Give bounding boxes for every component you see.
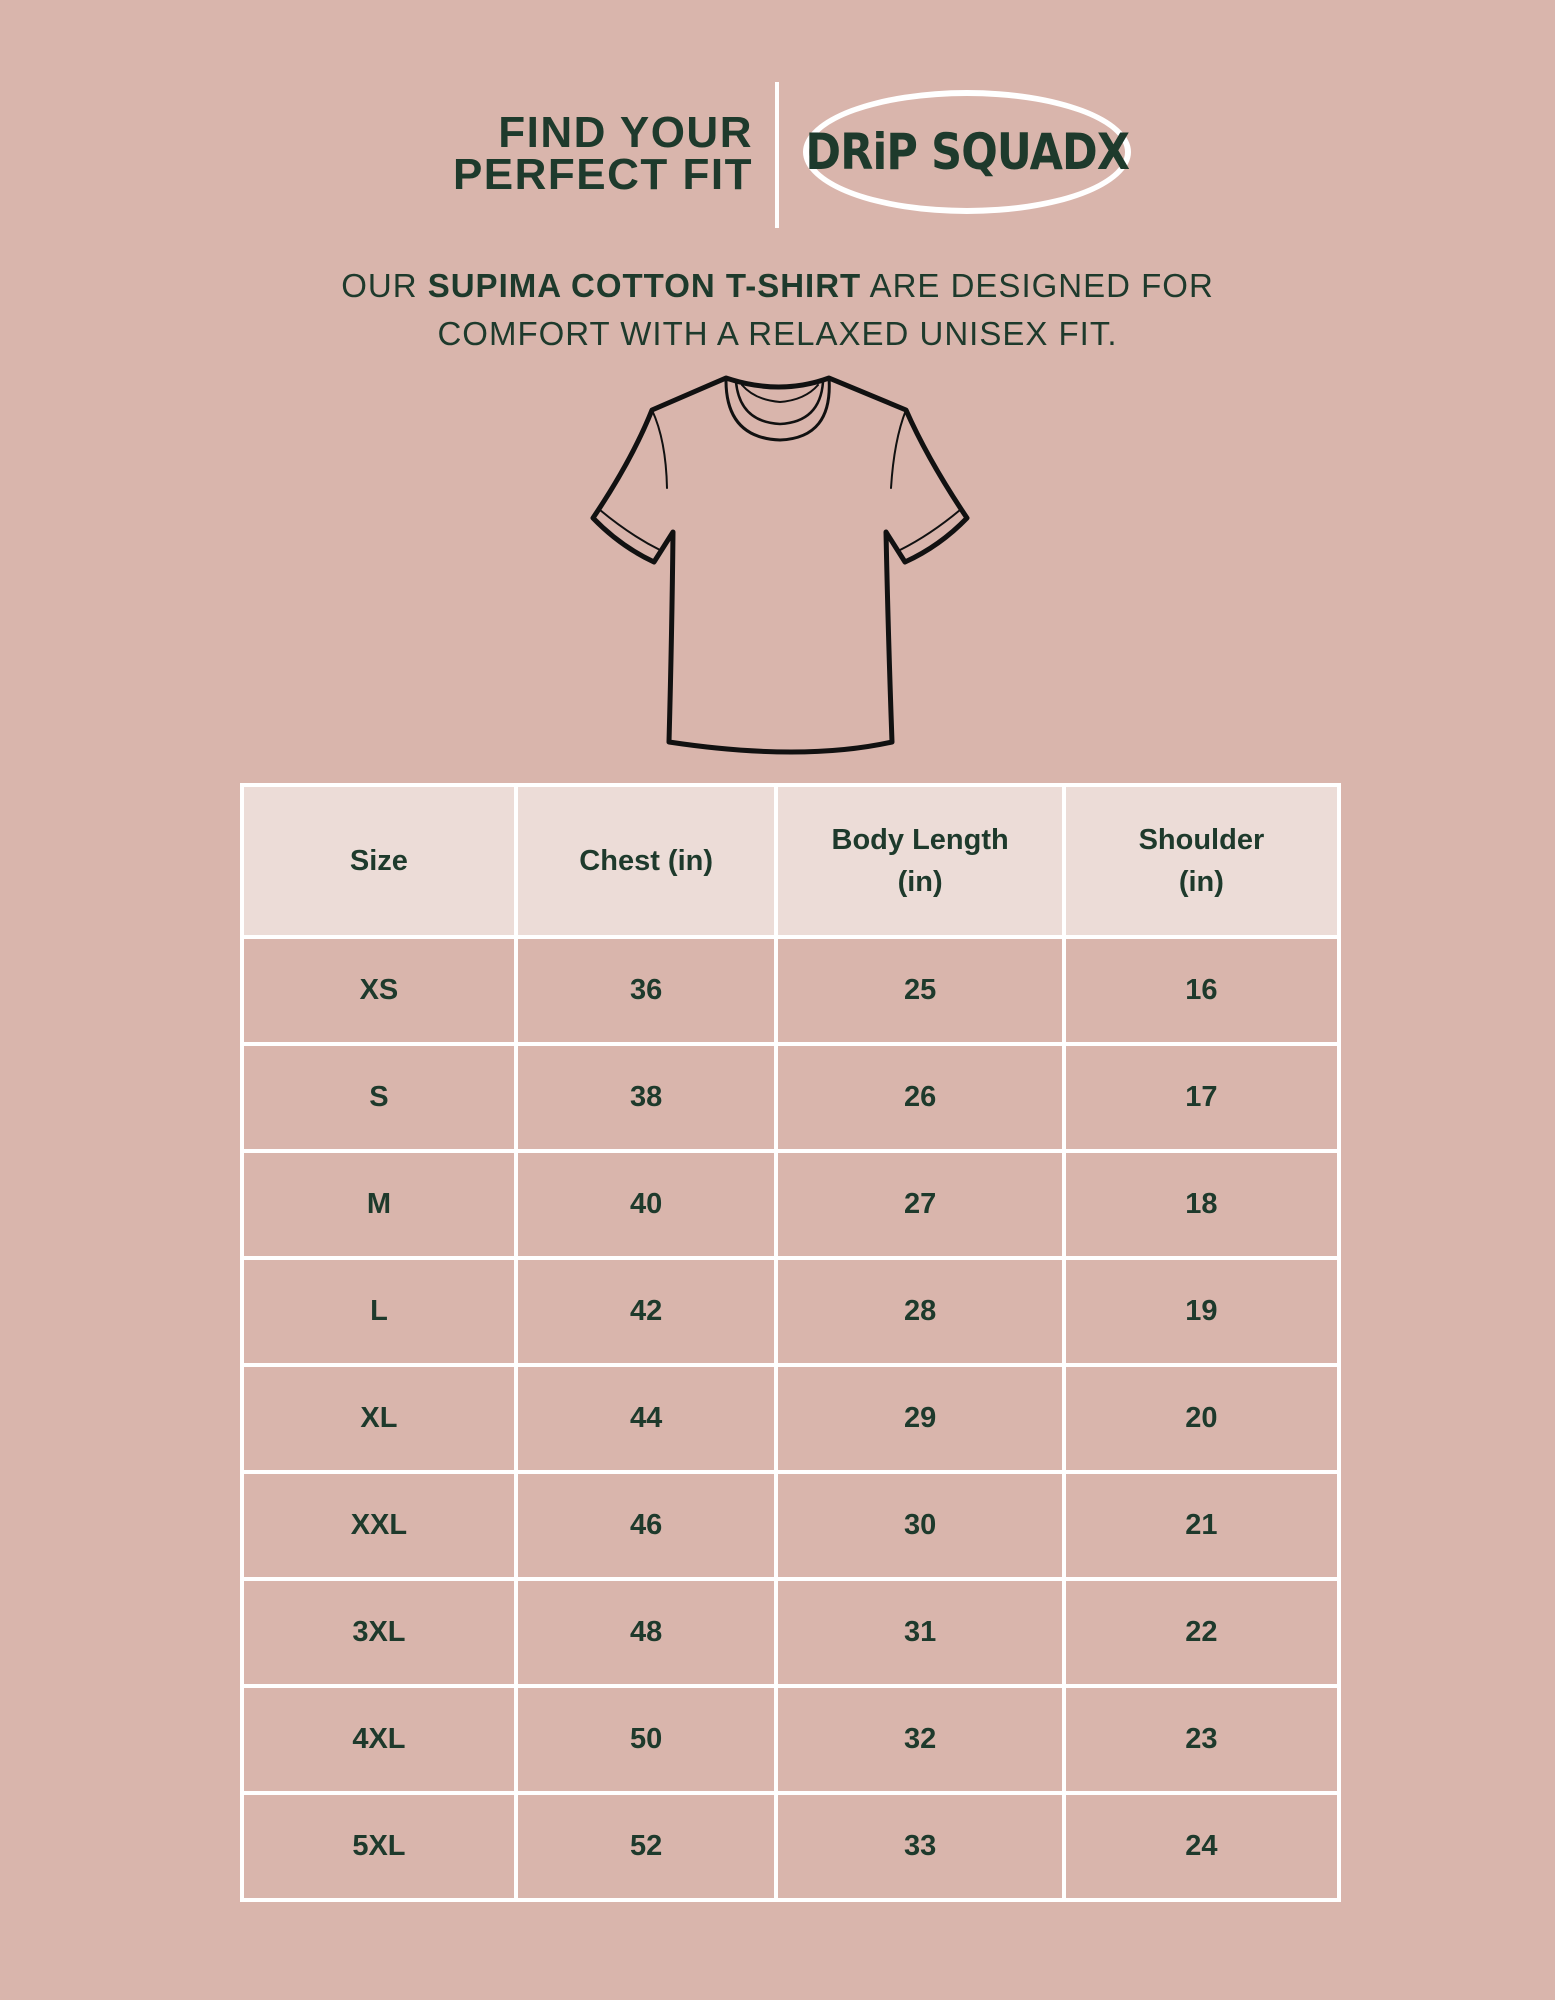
header-chest: Chest (in) (516, 785, 777, 937)
table-row (242, 1793, 1339, 1900)
cell-size: XS (242, 937, 516, 1044)
header-divider (775, 82, 779, 228)
cell-body-length: 26 (776, 1044, 1063, 1151)
tagline (0, 262, 1555, 358)
cell-body-length: 25 (776, 937, 1063, 1044)
cell-size: M (242, 1151, 516, 1258)
tagline-line-1 (0, 262, 1555, 310)
size-chart-table (240, 783, 1341, 1902)
cell-shoulder: 20 (1064, 1365, 1339, 1472)
header-shoulder-line-2: (in) (1178, 866, 1224, 898)
brand-logo (803, 90, 1131, 214)
header-size: Size (242, 785, 516, 937)
headline-line-2: PERFECT FIT (452, 150, 753, 199)
cell-body-length: 27 (776, 1151, 1063, 1258)
cell-shoulder: 18 (1064, 1151, 1339, 1258)
cell-chest: 50 (516, 1686, 777, 1793)
cell-size: 3XL (242, 1579, 516, 1686)
cell-shoulder: 19 (1064, 1258, 1339, 1365)
table-row (242, 1258, 1339, 1365)
header-body-length (776, 785, 1063, 937)
cell-body-length: 33 (776, 1793, 1063, 1900)
header (0, 82, 1555, 228)
table-row (242, 1686, 1339, 1793)
header-body-length-line-2: (in) (897, 866, 943, 898)
cell-chest: 46 (516, 1472, 777, 1579)
cell-size: L (242, 1258, 516, 1365)
headline (452, 108, 753, 199)
cell-body-length: 31 (776, 1579, 1063, 1686)
tshirt-outline-icon (580, 370, 980, 770)
cell-shoulder: 17 (1064, 1044, 1339, 1151)
table-row (242, 937, 1339, 1044)
cell-size: 5XL (242, 1793, 516, 1900)
cell-chest: 36 (516, 937, 777, 1044)
table-row (242, 1151, 1339, 1258)
table-row (242, 1044, 1339, 1151)
cell-chest: 40 (516, 1151, 777, 1258)
brand-name: DRiP SQUADX (805, 123, 1129, 181)
header-shoulder-line-1: Shoulder (1138, 824, 1265, 856)
cell-chest: 38 (516, 1044, 777, 1151)
cell-size: 4XL (242, 1686, 516, 1793)
cell-chest: 48 (516, 1579, 777, 1686)
cell-body-length: 28 (776, 1258, 1063, 1365)
cell-shoulder: 22 (1064, 1579, 1339, 1686)
cell-chest: 52 (516, 1793, 777, 1900)
table-row (242, 1472, 1339, 1579)
cell-body-length: 29 (776, 1365, 1063, 1472)
tagline-suffix: ARE DESIGNED FOR (861, 267, 1214, 304)
cell-body-length: 30 (776, 1472, 1063, 1579)
header-shoulder (1064, 785, 1339, 937)
cell-size: S (242, 1044, 516, 1151)
cell-shoulder: 24 (1064, 1793, 1339, 1900)
cell-shoulder: 16 (1064, 937, 1339, 1044)
headline-line-1: FIND YOUR (498, 108, 753, 157)
table-row (242, 1365, 1339, 1472)
cell-body-length: 32 (776, 1686, 1063, 1793)
cell-size: XL (242, 1365, 516, 1472)
cell-shoulder: 23 (1064, 1686, 1339, 1793)
tagline-emphasis: SUPIMA COTTON T-SHIRT (427, 267, 862, 304)
table-row (242, 1579, 1339, 1686)
cell-chest: 42 (516, 1258, 777, 1365)
header-body-length-line-1: Body Length (831, 824, 1009, 856)
cell-shoulder: 21 (1064, 1472, 1339, 1579)
cell-chest: 44 (516, 1365, 777, 1472)
table-header-row (242, 785, 1339, 937)
tagline-prefix: OUR (341, 267, 428, 304)
tagline-line-2: COMFORT WITH A RELAXED UNISEX FIT. (437, 315, 1118, 352)
cell-size: XXL (242, 1472, 516, 1579)
